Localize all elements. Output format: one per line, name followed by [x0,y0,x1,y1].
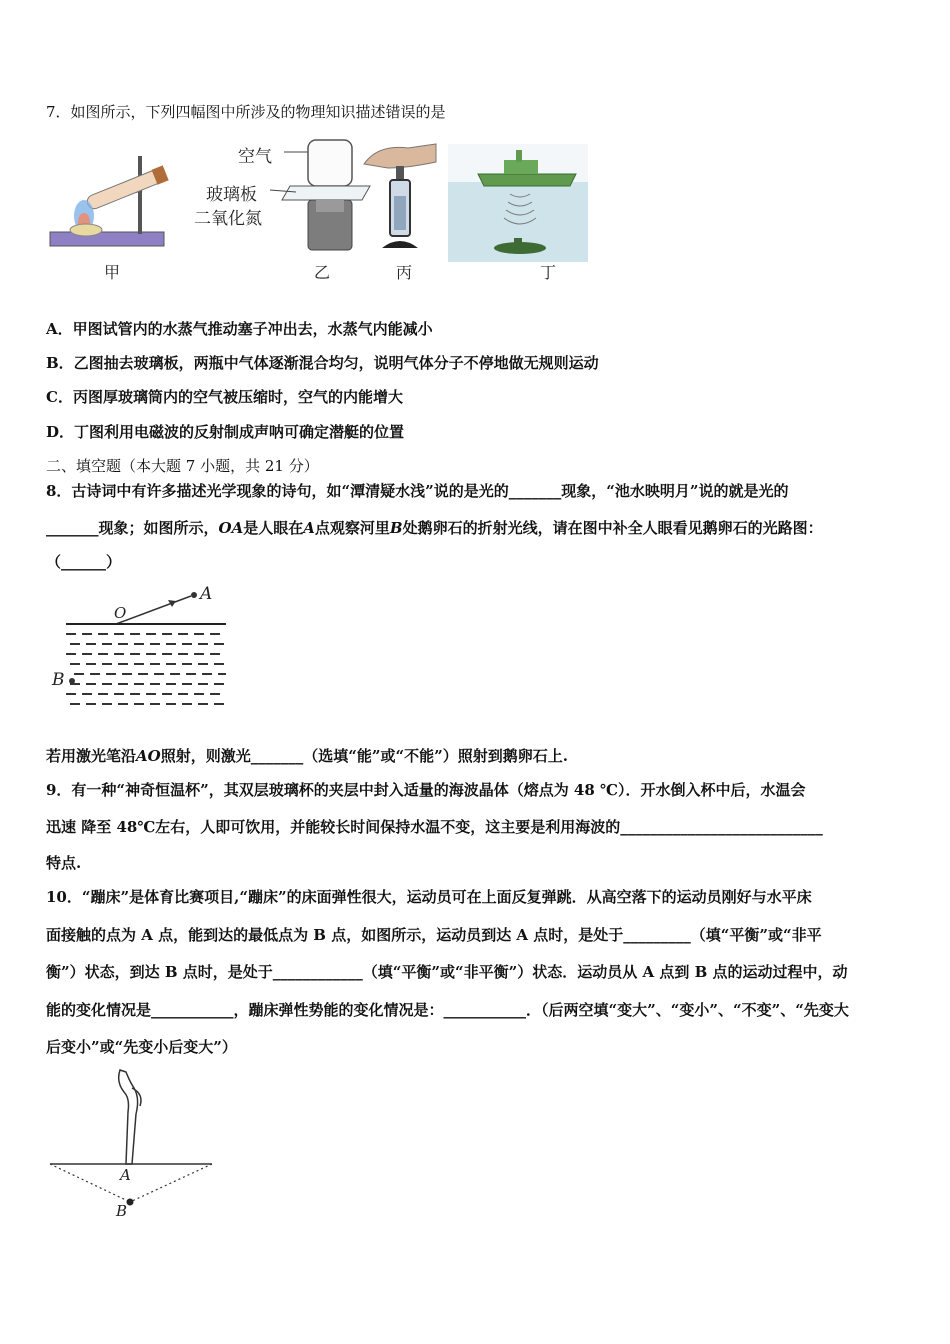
label-glass-plate: 玻璃板 [206,185,257,205]
trampoline-diagram [46,1068,226,1228]
q7-option-a: A．甲图试管内的水蒸气推动塞子冲出去，水蒸气内能减小 [46,320,433,338]
refraction-water-diagram [46,580,246,720]
point-a-label: A [200,584,213,604]
q10-figure [46,1068,226,1228]
label-air: 空气 [238,147,272,167]
q7-option-b: B．乙图抽去玻璃板，两瓶中气体逐渐混合均匀，说明气体分子不停地做无规则运动 [46,354,599,372]
caption-yi: 乙 [314,263,331,282]
q10-line4: 能的变化情况是___________，蹦床弹性势能的变化情况是：___________．（后两空填“变大”、“变小”、“不变”、“先变大 [46,1001,849,1019]
air-compression-cylinder-diagram [358,138,448,262]
trampoline-point-b-label: B [116,1202,128,1220]
q9-line3: 特点. [46,854,82,872]
caption-jia: 甲 [104,263,121,282]
caption-ding: 丁 [540,263,557,282]
q7-option-c: C．丙图厚玻璃筒内的空气被压缩时，空气的内能增大 [46,388,403,406]
q7-stem: 7．如图所示，下列四幅图中所涉及的物理知识描述错误的是 [46,103,446,121]
q10-line2: 面接触的点为 A 点，能到达的最低点为 B 点，如图所示，运动员到达 A 点时，是处于_________（填“平衡”或“非平 [46,926,822,944]
q7-option-d: D．丁图利用电磁波的反射制成声呐可确定潜艇的位置 [46,423,405,441]
q9-line1: 9．有一种“神奇恒温杯”，其双层玻璃杯的夹层中封入适量的海波晶体（熔点为 48 ℃）．开水倒入杯中后，水温会 [46,781,806,799]
q8-answer-blank: （______） [46,553,122,571]
point-b-label: B [52,670,65,690]
section-header-fill-blank: 二、填空题（本大题 7 小题，共 21 分） [46,457,319,475]
q10-line1: 10．“蹦床”是体育比赛项目,“蹦床”的床面弹性很大，运动员可在上面反复弹跳．从高空落下的运动员刚好与水平床 [46,888,812,906]
q10-line5: 后变小”或“先变小后变大”） [46,1038,237,1056]
test-tube-heating-diagram [46,144,176,264]
q8-laser-question: 若用激光笔沿AO照射，则激光_______（选填“能”或“不能”）照射到鹅卵石上. [46,747,568,765]
q7-figure [46,134,606,294]
trampoline-point-a-label: A [120,1166,131,1184]
q9-line2: 迅速 降至 48℃左右，人即可饮用，并能较长时间保持水温不变，这主要是利用海波的___________________________ [46,818,823,836]
caption-bing: 丙 [396,263,413,282]
q8-line1: 8．古诗词中有许多描述光学现象的诗句，如“潭清疑水浅”说的是光的_______现象，“池水映明月”说的就是光的 [46,482,789,500]
point-o-label: O [114,604,127,622]
sonar-submarine-diagram [448,144,588,262]
q10-line3: 衡”）状态，到达 B 点时，是处于____________（填“平衡”或“非平衡”）状态．运动员从 A 点到 B 点的运动过程中，动 [46,963,848,981]
label-nitrogen-dioxide: 二氧化氮 [194,209,262,229]
q8-figure [46,580,246,720]
q8-line2: _______现象；如图所示，OA是人眼在A点观察河里B处鹅卵石的折射光线，请在图中补全人眼看见鹅卵石的光路图： [46,519,823,537]
